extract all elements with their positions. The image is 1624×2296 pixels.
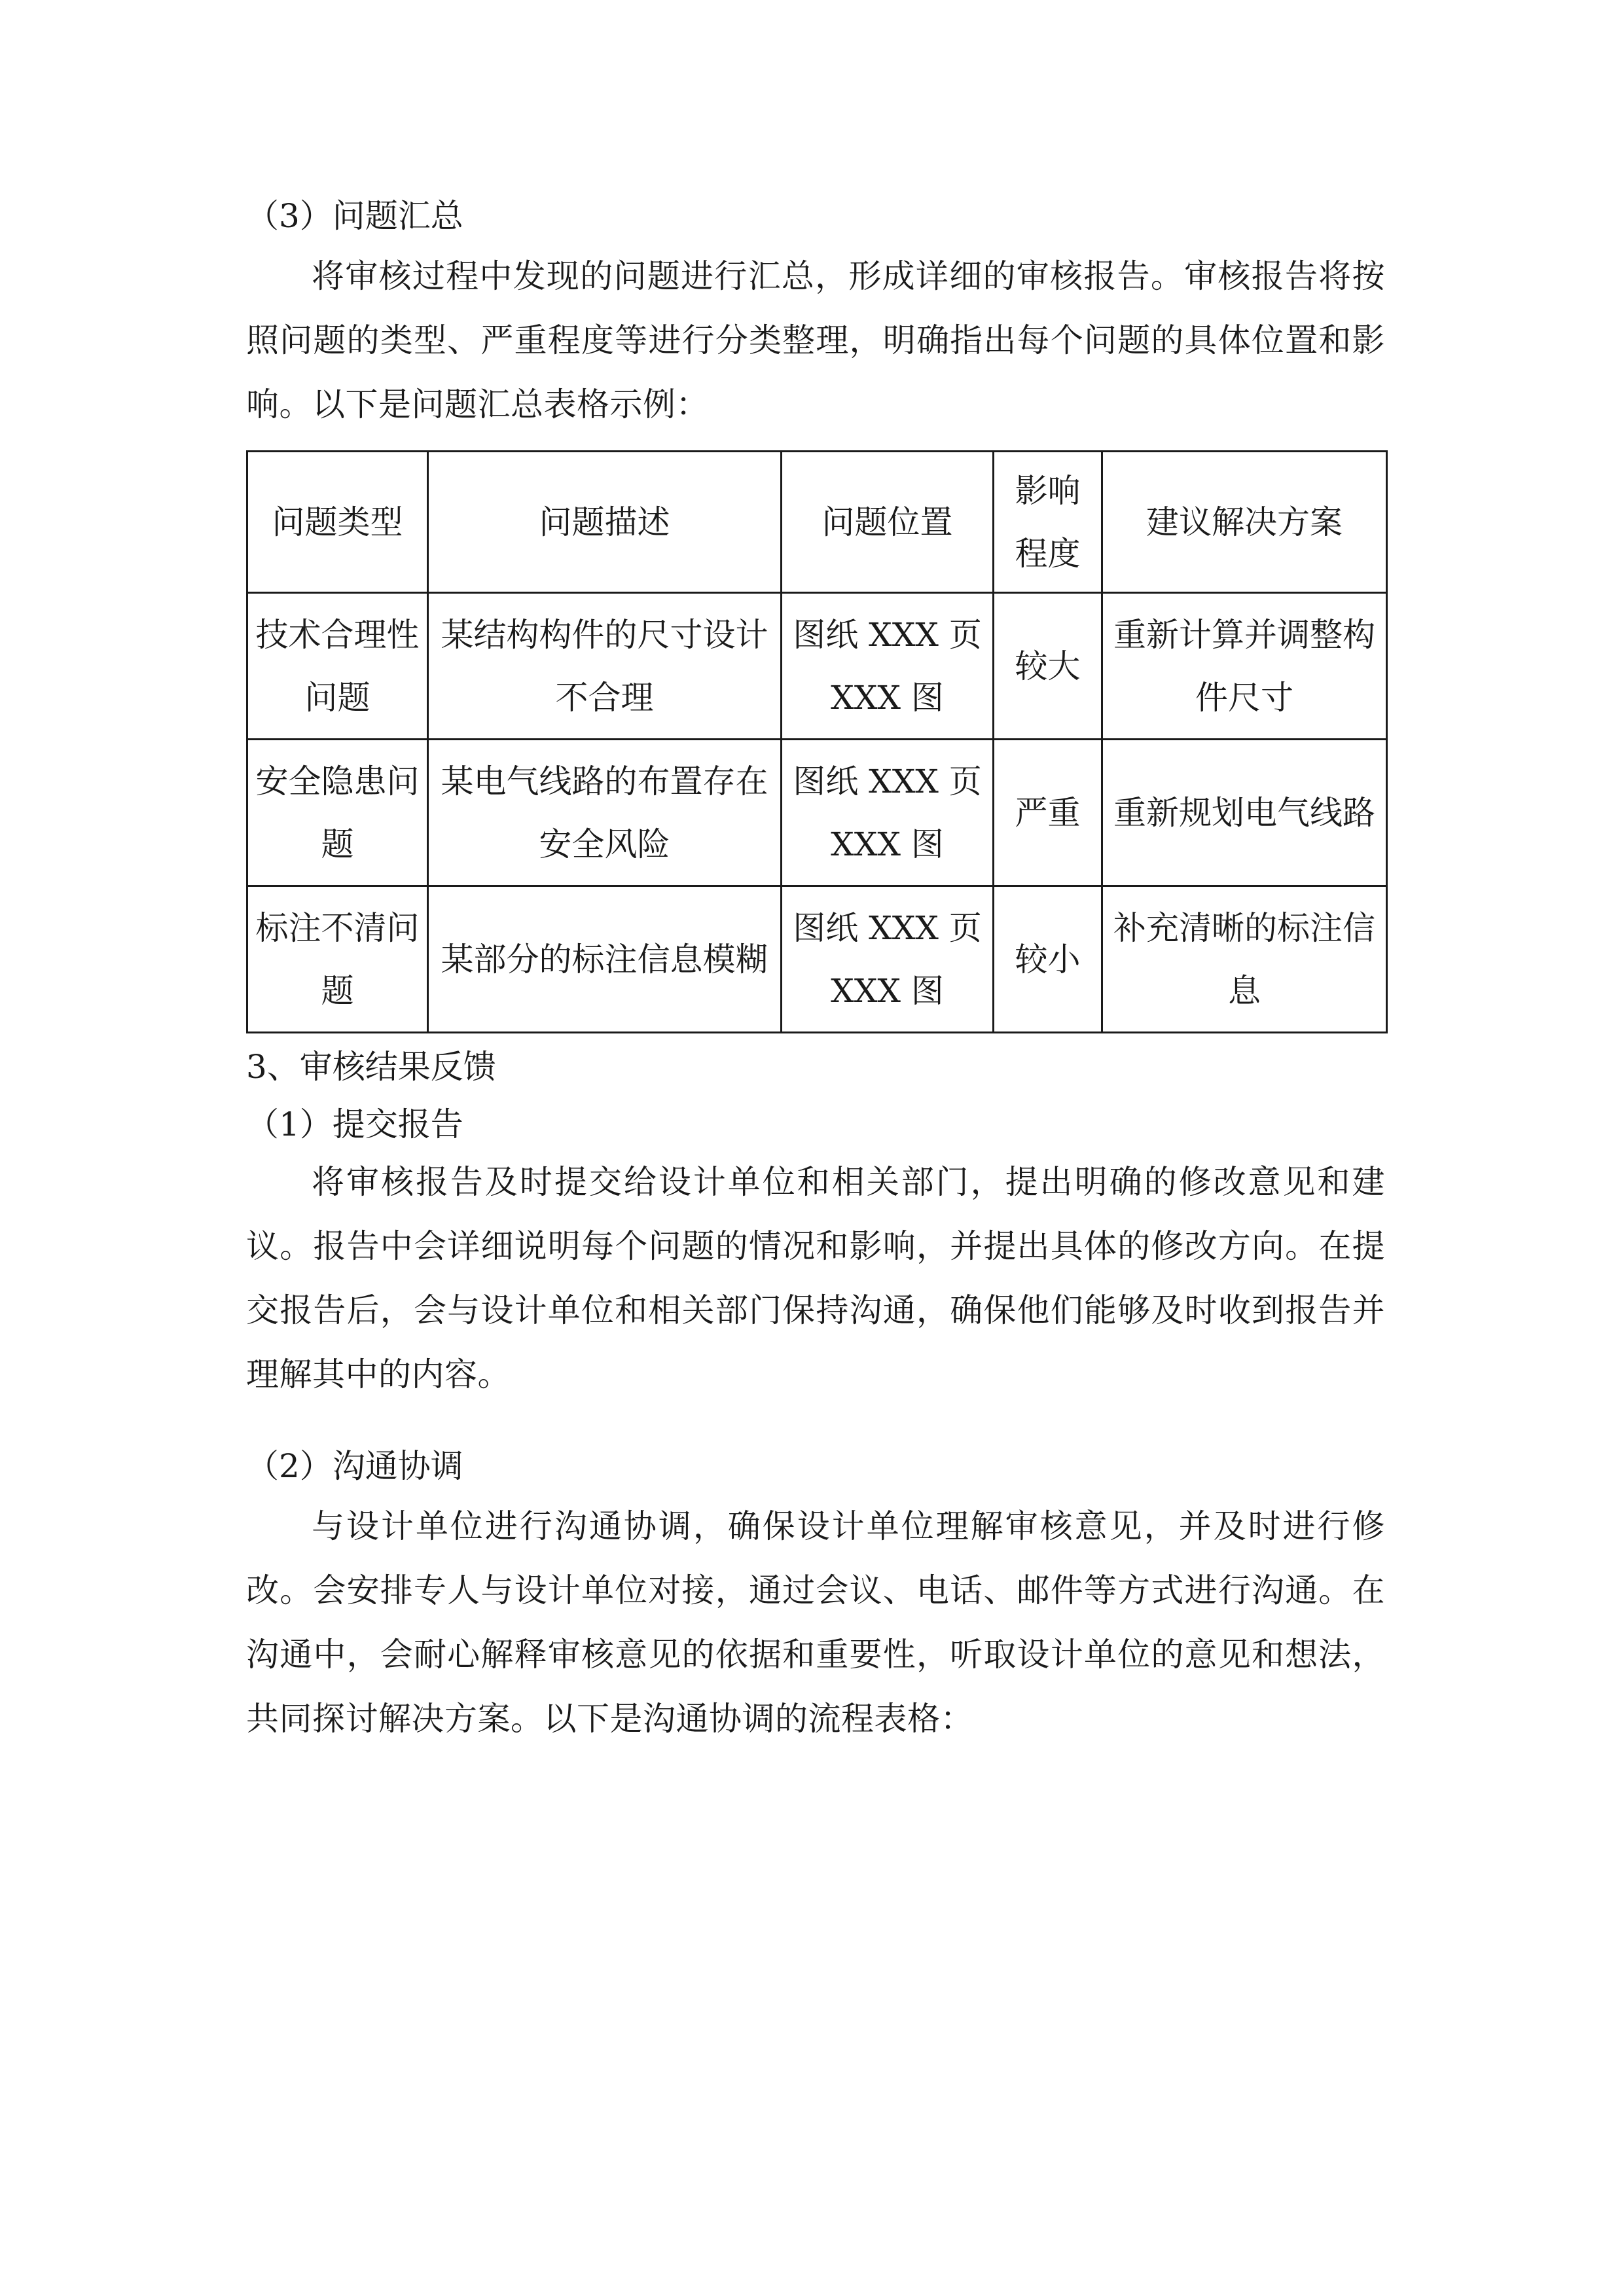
cell-impact: 较大: [994, 593, 1102, 740]
header-cell-impact: 影响程度: [994, 452, 1102, 593]
feedback-section-heading: 3、审核结果反馈: [246, 1048, 496, 1086]
problem-summary-heading: （3）问题汇总: [246, 197, 463, 235]
cell-impact: 较小: [994, 886, 1102, 1033]
table-row: [247, 886, 1387, 1033]
cell-solution: 补充清晰的标注信息: [1102, 886, 1387, 1033]
cell-description: 某结构构件的尺寸设计不合理: [428, 593, 782, 740]
table-header-row: [247, 452, 1387, 593]
cell-description: 某部分的标注信息模糊: [428, 886, 782, 1033]
header-cell-type: 问题类型: [247, 452, 428, 593]
cell-type: 技术合理性问题: [247, 593, 428, 740]
cell-description: 某电气线路的布置存在安全风险: [428, 740, 782, 886]
cell-location: 图纸 XXX 页 XXX 图: [782, 886, 994, 1033]
header-cell-location: 问题位置: [782, 452, 994, 593]
header-cell-solution: 建议解决方案: [1102, 452, 1387, 593]
header-cell-description: 问题描述: [428, 452, 782, 593]
cell-location: 图纸 XXX 页 XXX 图: [782, 593, 994, 740]
cell-type: 标注不清问题: [247, 886, 428, 1033]
problem-summary-intro: 将审核过程中发现的问题进行汇总，形成详细的审核报告。审核报告将按照问题的类型、严重程度等进行分类整理，明确指出每个问题的具体位置和影响。以下是问题汇总表格示例：: [246, 257, 1385, 423]
submit-report-body: 将审核报告及时提交给设计单位和相关部门，提出明确的修改意见和建议。报告中会详细说明每个问题的情况和影响，并提出具体的修改方向。在提交报告后，会与设计单位和相关部门保持沟通，确保他们能够及时收到报告并理解其中的内容。: [246, 1163, 1385, 1393]
issues-summary-table: [246, 450, 1388, 1033]
cell-type: 安全隐患问题: [247, 740, 428, 886]
cell-solution: 重新计算并调整构件尺寸: [1102, 593, 1387, 740]
submit-report-heading: （1）提交报告: [246, 1105, 463, 1143]
table-row: [247, 740, 1387, 886]
cell-solution: 重新规划电气线路: [1102, 740, 1387, 886]
communication-body: 与设计单位进行沟通协调，确保设计单位理解审核意见，并及时进行修改。会安排专人与设计单位对接，通过会议、电话、邮件等方式进行沟通。在沟通中，会耐心解释审核意见的依据和重要性，听取设计单位的意见和想法，共同探讨解决方案。以下是沟通协调的流程表格：: [246, 1507, 1385, 1738]
cell-impact: 严重: [994, 740, 1102, 886]
table-row: [247, 593, 1387, 740]
communication-heading: （2）沟通协调: [246, 1447, 463, 1485]
cell-location: 图纸 XXX 页 XXX 图: [782, 740, 994, 886]
